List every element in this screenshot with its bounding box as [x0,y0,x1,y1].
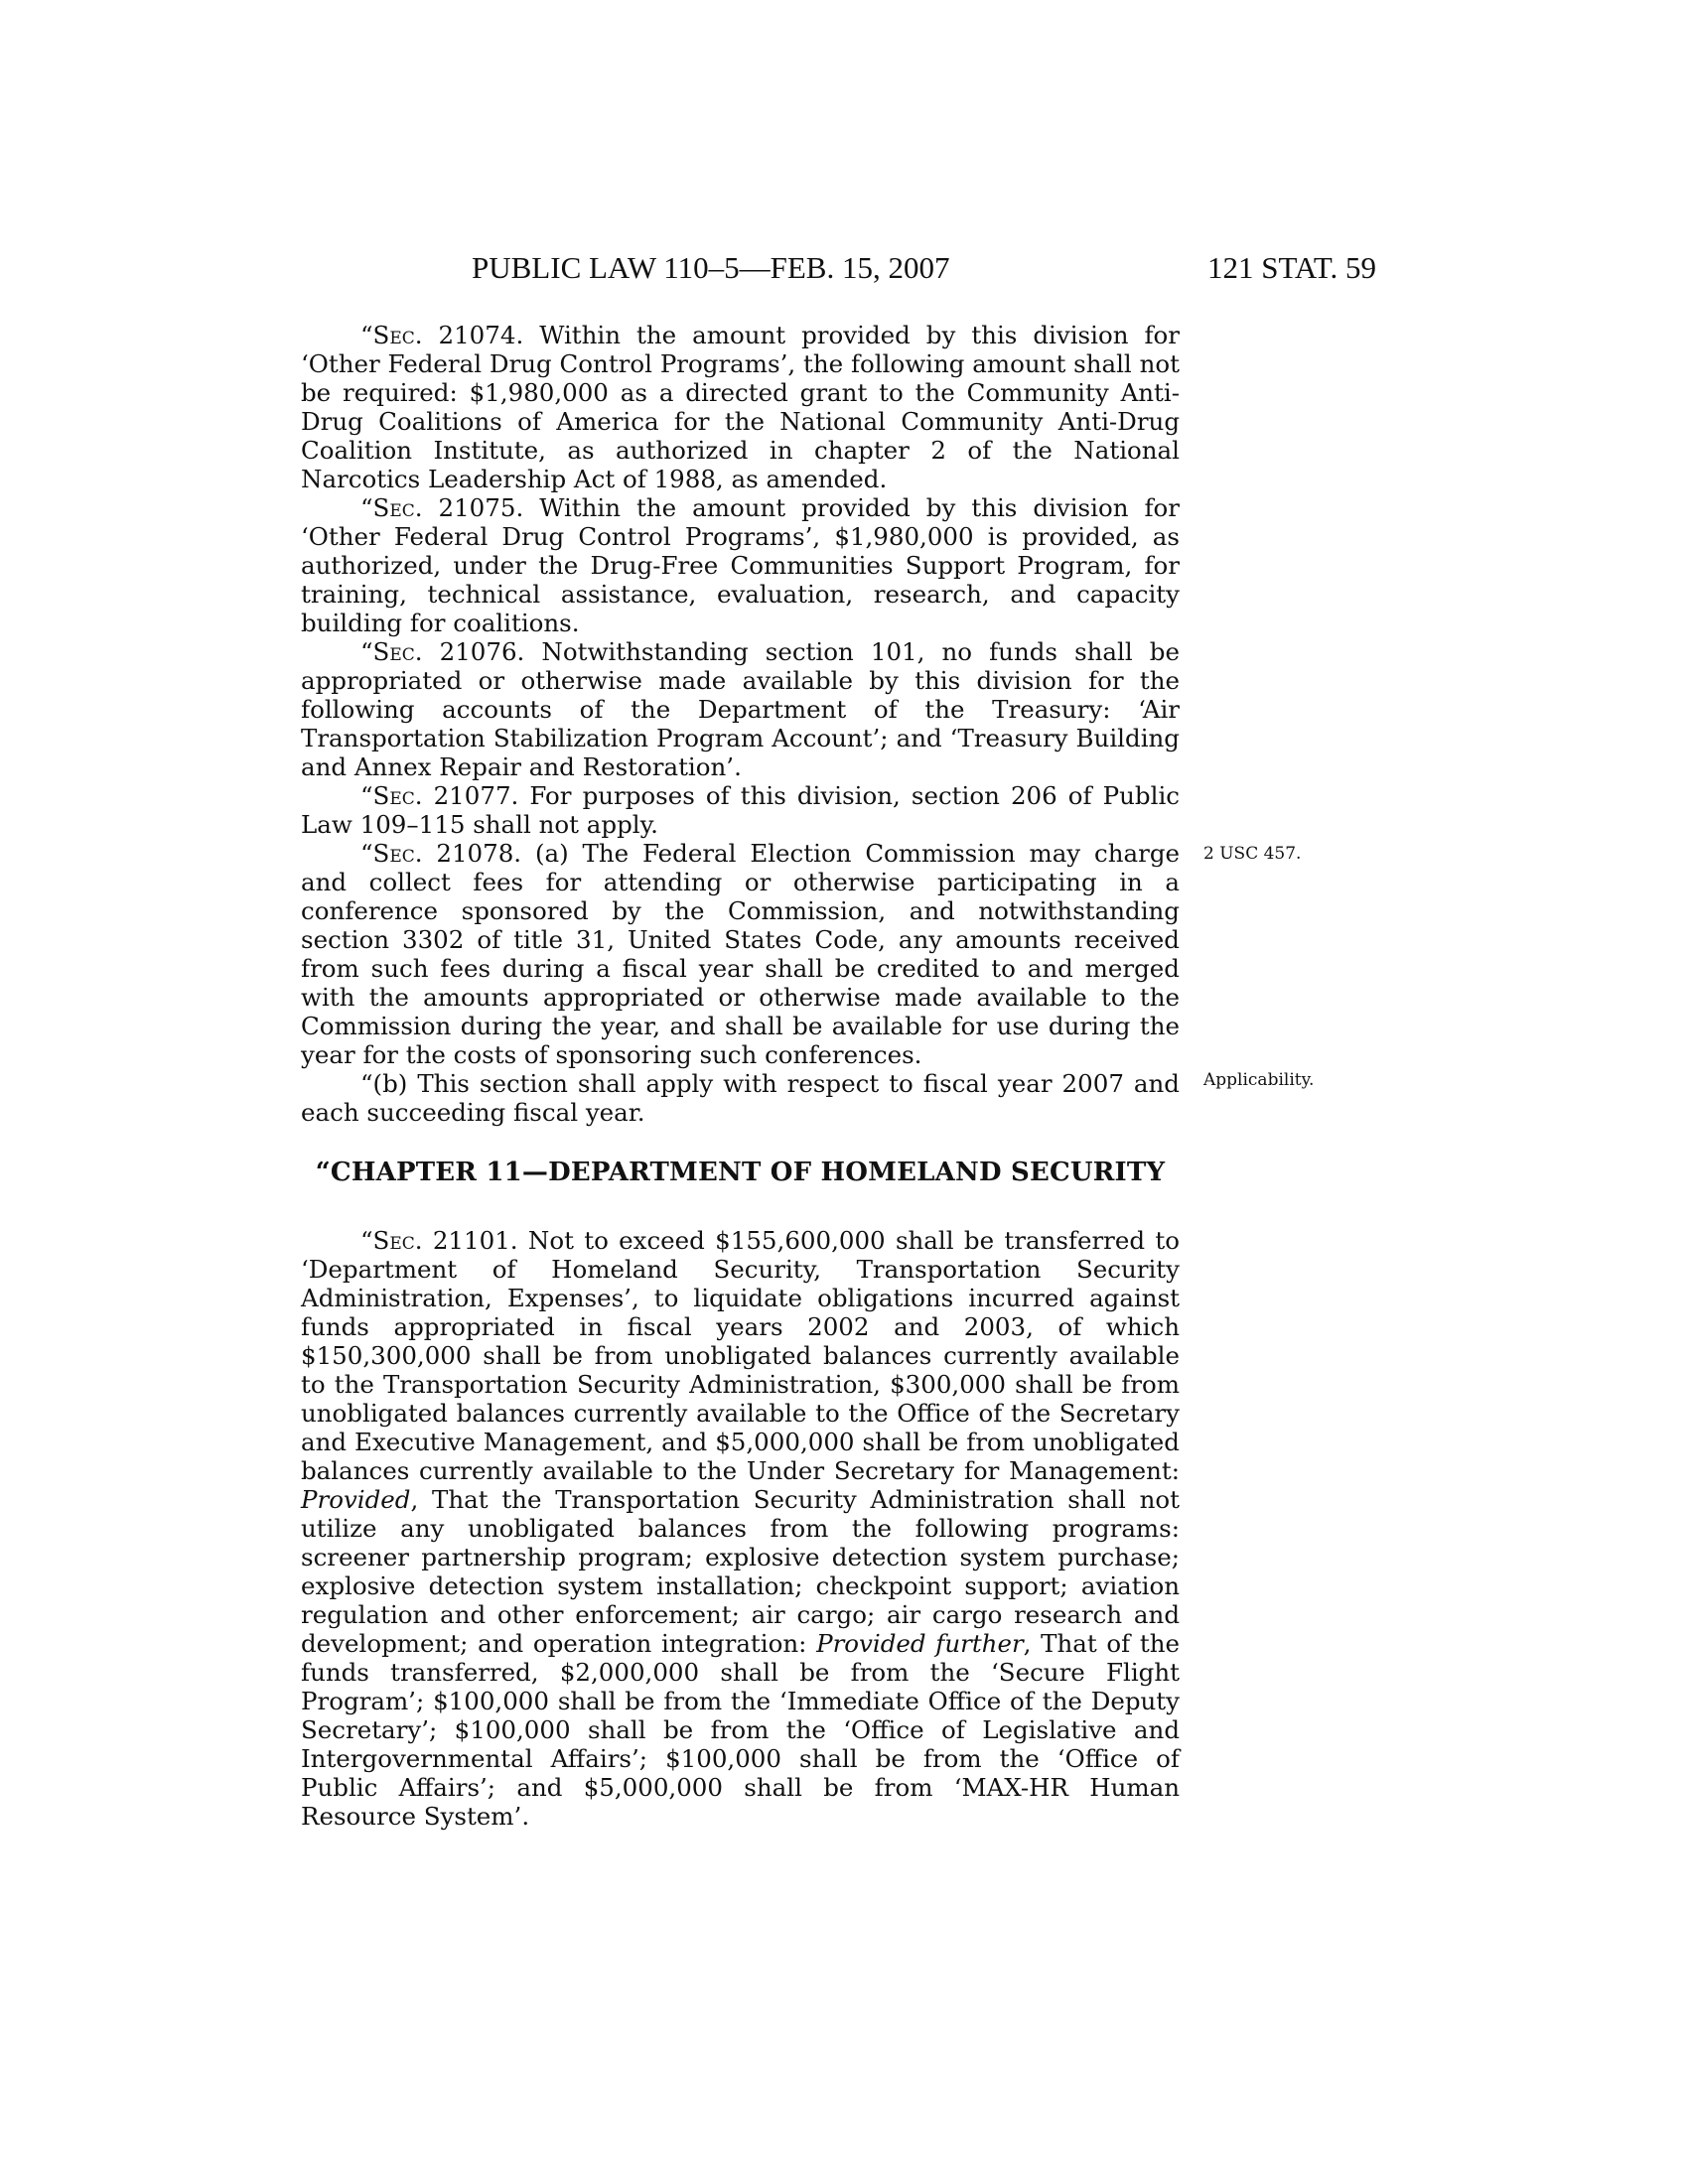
section-21074: “Sec. 21074. Within the amount provided by this division for ‘Other Federal Drug Control Programs’, the following amount shall not be required: $1,980,000 as a directed grant to the Community Anti-Drug Coalitions of America for the National Community Anti-Drug Coalition Institute, as authorized in chapter 2 of the National Narcotics Leadership Act of 1988, as amended. [301,321,1180,493]
section-21076: “Sec. 21076. Notwithstanding section 101, no funds shall be appropriated or otherwise made available by this division for the following accounts of the Department of the Treasury: ‘Air Transportation Stabilization Program Account’; and ‘Treasury Building and Annex Repair and Restoration’. [301,637,1180,781]
chapter-heading: “CHAPTER 11—DEPARTMENT OF HOMELAND SECURITY [315,1158,1166,1187]
running-head [0,248,1688,288]
statute-page-number: 121 STAT. 59 [1206,250,1376,285]
provided-term: Provided [301,1485,411,1514]
section-21078-b: “(b) This section shall apply with respect to fiscal year 2007 and each succeeding fiscal year. [301,1069,1180,1127]
section-21078-a: “Sec. 21078. (a) The Federal Election Commission may charge and collect fees for attending or otherwise participating in a conference sponsored by the Commission, and notwithstanding section 3302 of title 31, United States Code, any amounts received from such fees during a fiscal year shall be credited to and merged with the amounts appropriated or otherwise made available to the Commission during the year, and shall be available for use during the year for the costs of sponsoring such conferences. [301,839,1180,1069]
section-21077: “Sec. 21077. For purposes of this division, section 206 of Public Law 109–115 shall not apply. [301,781,1180,839]
section-21075: “Sec. 21075. Within the amount provided by this division for ‘Other Federal Drug Control Programs’, $1,980,000 is provided, as authorized, under the Drug-Free Communities Support Program, for training, technical assistance, evaluation, research, and capacity building for coalitions. [301,493,1180,637]
margin-note-usc: 2 USC 457. [1203,844,1302,864]
public-law-citation: PUBLIC LAW 110–5—FEB. 15, 2007 [472,250,950,285]
margin-note-applicability: Applicability. [1203,1070,1315,1090]
text-block-section-21101 [301,1226,1180,1831]
section-21101: “Sec. 21101. Not to exceed $155,600,000 shall be transferred to ‘Department of Homeland Security, Transportation Security Administration, Expenses’, to liquidate obligations incurred against funds appropriated in fiscal years 2002 and 2003, of which $150,300,000 shall be from unobligated balances currently available to the Transportation Security Administration, $300,000 shall be from unobligated balances currently available to the Office of the Secretary and Executive Management, and $5,000,000 shall be from unobligated balances currently available to the Under Secretary for Management: Provided, That the Transportation Security Administration shall not utilize any unobligated balances from the following programs: screener partnership program; explosive detection system purchase; explosive detection system installation; checkpoint support; aviation regulation and other enforcement; air cargo; air cargo research and development; and operation integration: Provided further, That of the funds transferred, $2,000,000 shall be from the ‘Secure Flight Program’; $100,000 shall be from the ‘Immediate Office of the Deputy Secretary’; $100,000 shall be from the ‘Office of Legislative and Intergovernmental Affairs’; $100,000 shall be from the ‘Office of Public Affairs’; and $5,000,000 shall be from ‘MAX-HR Human Resource System’. [301,1226,1181,1831]
text-block-sections-21074-21078 [301,321,1180,1127]
provided-further-term: Provided further [816,1629,1024,1658]
